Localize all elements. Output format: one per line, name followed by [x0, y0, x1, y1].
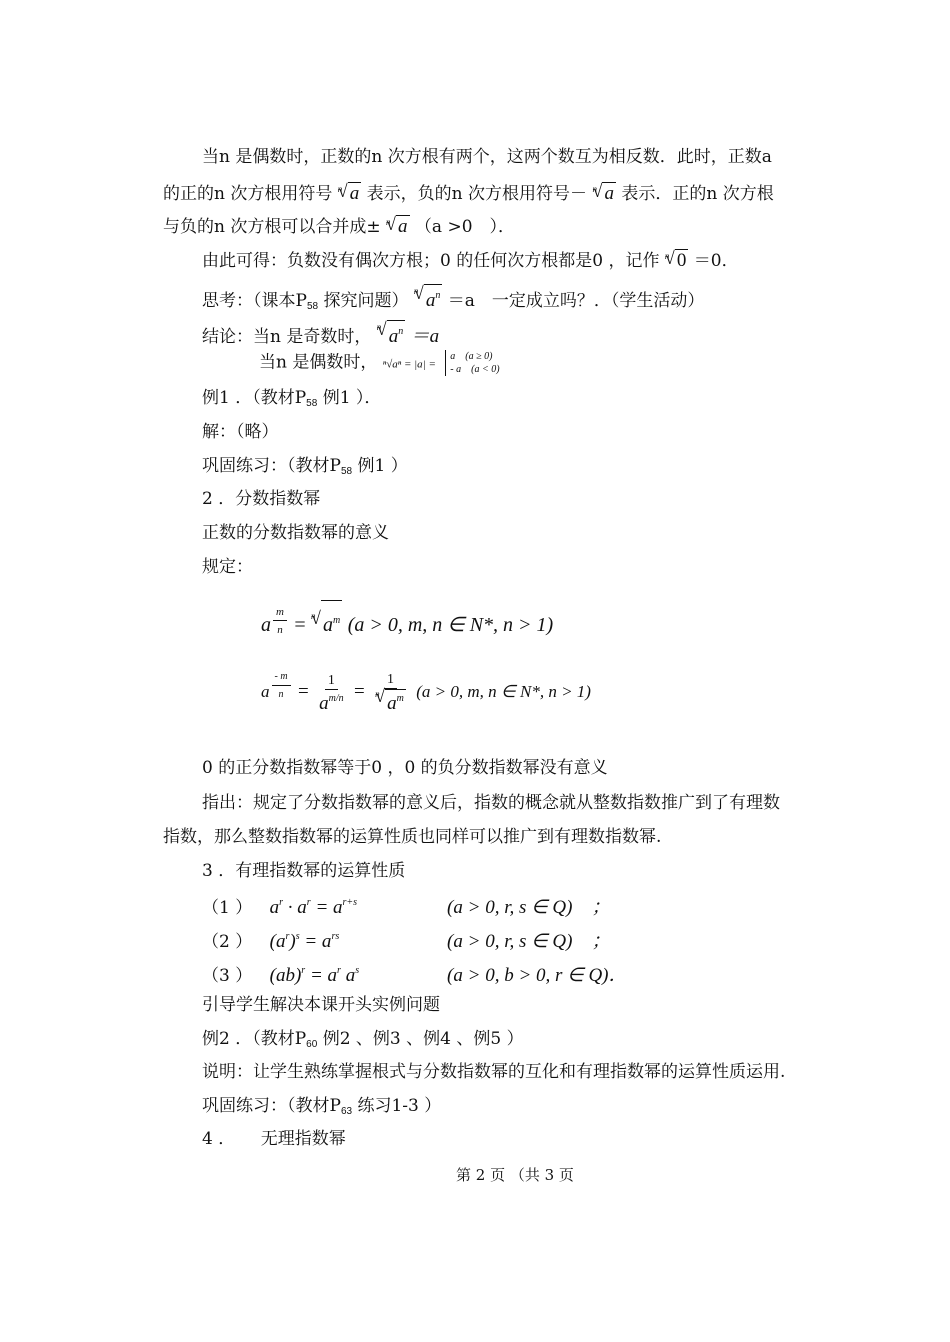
text-segment: ＝a 一定成立吗？．（学生活动）	[447, 291, 705, 311]
para-conclusion	[202, 249, 739, 272]
text-segment: 例1 ．（教材P	[202, 388, 307, 408]
case-positive: a (a ≥ 0)	[450, 351, 493, 362]
text-segment: 巩固练习：（教材P	[202, 1096, 341, 1116]
piecewise-brace	[445, 350, 499, 376]
para-symbol-line	[163, 182, 774, 205]
condition-def2: (a > 0, m, n ∈ N*, n > 1)	[416, 682, 591, 701]
text-segment: （a >0 ）．	[414, 217, 516, 237]
radical-nth-root-zero: n √ 0	[665, 249, 689, 272]
text-segment: 巩固练习：（教材P	[202, 456, 341, 476]
para-practice1	[202, 455, 408, 483]
text-segment: 例2 、例3 、例4 、例5 ）	[322, 1029, 524, 1049]
text-segment: 例2 ．（教材P	[202, 1029, 307, 1049]
text-segment: 由此可得：负数没有偶次方根；0 的任何次方根都是0 ，记作	[202, 251, 660, 271]
para-solution: 解：（略）	[202, 422, 279, 442]
heading-irrational-exponent: 4 ． 无理指数幂	[202, 1129, 346, 1149]
property-1	[202, 892, 610, 919]
property-number: （2 ）	[202, 932, 253, 952]
radical-nth-root-a-pow-m: n √ $a^m$	[311, 600, 342, 645]
para-explain: 说明：让学生熟练掌握根式与分数指数幂的互化和有理指数幂的运算性质运用.	[202, 1062, 786, 1082]
property-number: （1 ）	[202, 898, 253, 918]
para-rule: 规定：	[202, 557, 253, 577]
para-example1	[202, 387, 381, 415]
para-meaning: 正数的分数指数幂的意义	[202, 523, 389, 543]
formula-product-rule: $a^r \cdot a^r = a^{r+s}$	[269, 897, 358, 918]
radical-nth-root-a: n √ a	[592, 182, 616, 205]
fraction-one-over-a-power: $\frac{1}{a^{m/n}}$	[319, 672, 344, 714]
page-subscript: 60	[306, 1039, 318, 1050]
para-even-root: 当n 是偶数时，正数的n 次方根有两个，这两个数互为相反数．此时，正数a	[202, 147, 772, 167]
heading-rational-exponent: 3 ．有理指数幂的运算性质	[202, 861, 406, 881]
condition-3: (a > 0, b > 0, r ∈ Q)．	[447, 965, 628, 986]
text-segment: 表示，负的n 次方根用符号－	[366, 184, 588, 204]
para-result-even	[259, 350, 500, 382]
radical-nth-root-a: n √ a	[338, 182, 362, 205]
text-segment: 练习1-3 ）	[357, 1096, 442, 1116]
text-segment: ＝0．	[693, 251, 739, 271]
formula-equals-a: ＝a	[410, 326, 440, 347]
para-practice2	[202, 1095, 441, 1123]
property-number: （3 ）	[202, 966, 253, 986]
property-3	[202, 960, 628, 987]
page-footer: 第 2 页 （共 3 页	[456, 1166, 574, 1184]
text-segment: 探究问题）	[323, 291, 409, 311]
para-result-odd	[202, 320, 439, 348]
text-segment: 表示．正的n 次方根	[621, 184, 774, 204]
radical-nth-root-a-pow-n: n √ $a^n$	[377, 320, 406, 348]
text-segment: 例1 ）	[357, 456, 408, 476]
page-subscript: 58	[340, 466, 353, 477]
heading-fraction-exponent: 2 ．分数指数幂	[202, 489, 321, 509]
radical-nth-root-a: n √ a	[386, 215, 410, 238]
formula-positive-fraction-power: a $\frac{m}{n}$ = n √ $a^m$ (a > 0, m, n ∈ N*, n > 1)	[261, 600, 553, 646]
condition-2: (a > 0, r, s ∈ Q) ；	[447, 931, 611, 952]
para-point-out-1: 指出：规定了分数指数幂的意义后，指数的概念就从整数指数推广到了有理数	[202, 793, 780, 813]
para-example2	[202, 1028, 524, 1056]
text-segment: 思考：（课本P	[202, 291, 307, 311]
para-zero-power: 0 的正分数指数幂等于0 ，0 的负分数指数幂没有意义	[202, 758, 608, 778]
formula-abs-a: ⁿ√aⁿ = |a| =	[382, 358, 436, 371]
fraction-one-over-radical: 1 n √ $a^m$	[372, 672, 409, 713]
para-think	[202, 284, 704, 318]
page-subscript: 63	[340, 1106, 353, 1117]
text-segment: 当n 是偶数时，	[259, 352, 378, 373]
radical-nth-root-a-pow-n: n √ $a^n$	[414, 284, 443, 312]
text-segment: 结论：当n 是奇数时，	[202, 327, 372, 347]
formula-power-rule: $(a^r)^s = a^{rs}$	[269, 931, 340, 952]
case-negative: - a (a < 0)	[450, 364, 500, 375]
condition-def1: (a > 0, m, n ∈ N*, n > 1)	[347, 614, 554, 636]
property-2	[202, 926, 610, 953]
para-point-out-2: 指数，那么整数指数幂的运算性质也同样可以推广到有理数指数幂.	[163, 827, 662, 847]
formula-negative-fraction-power: a $\frac{- m}{n}$ = $\frac{1}{a^{m/n}}$ = 1 n √ $a^m$ (a > 0, m, n ∈ N*, n > 1)	[261, 668, 591, 716]
formula-product-power-rule: $(ab)^r = a^r$ $a^s$	[269, 965, 360, 986]
text-segment: 例1 ）．	[322, 388, 382, 408]
para-guide: 引导学生解决本课开头实例问题	[202, 995, 440, 1015]
para-combine	[163, 215, 515, 238]
page-subscript: 58	[306, 398, 318, 409]
text-segment: 的正的n 次方根用符号	[163, 184, 333, 204]
condition-1: (a > 0, r, s ∈ Q) ；	[447, 897, 611, 918]
text-segment: 与负的n 次方根可以合并成±	[163, 217, 381, 237]
page-subscript: 58	[306, 301, 319, 312]
